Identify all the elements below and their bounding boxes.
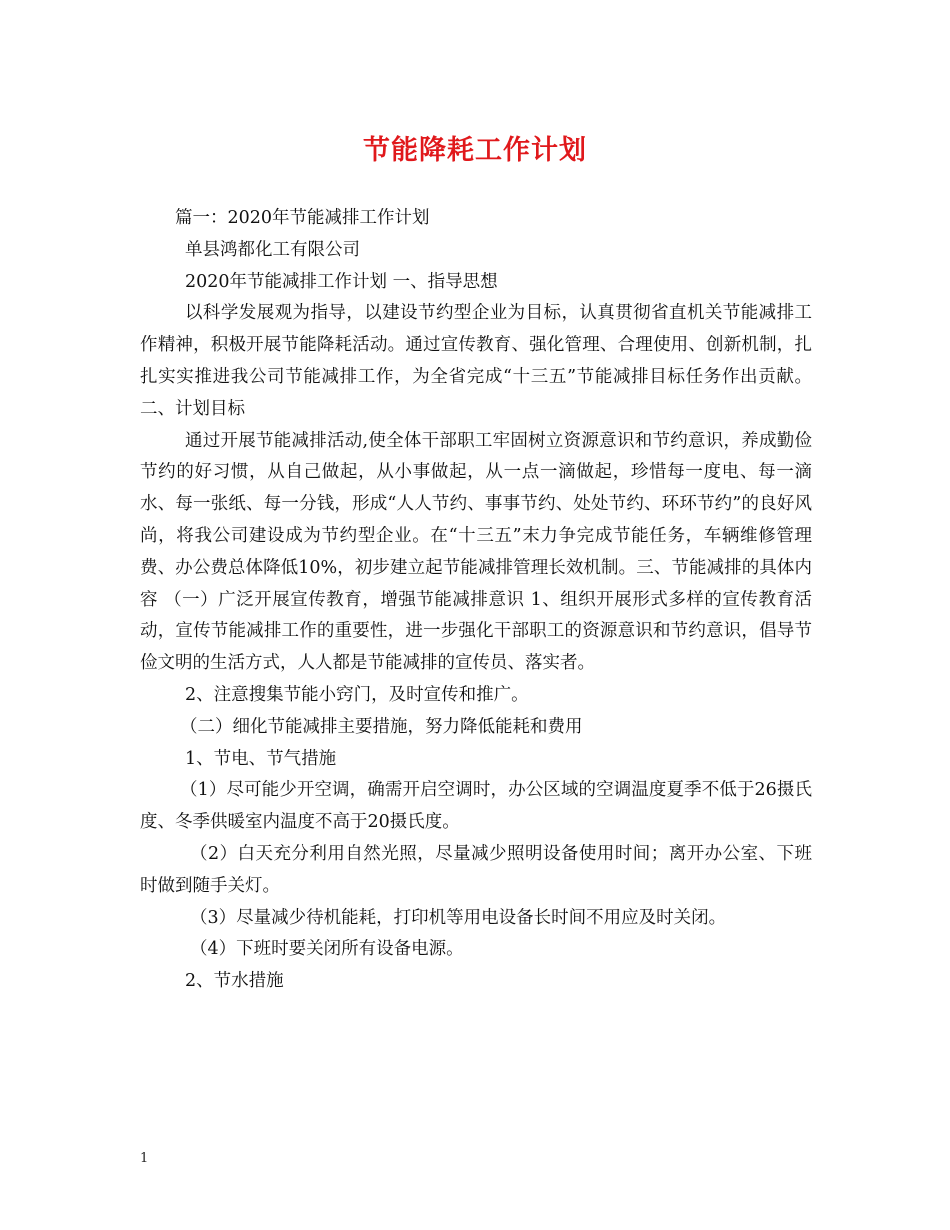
paragraph-measure-4: （4）下班时要关闭所有设备电源。 xyxy=(190,939,464,960)
paragraph-electricity-heading: 1、节电、节气措施 xyxy=(185,748,337,769)
paragraph-plan-heading: 2020年节能减排工作计划 一、指导思想 xyxy=(185,271,498,292)
page-number: 1 xyxy=(140,1151,149,1166)
paragraph-measure-3: （3）尽量减少待机能耗，打印机等用电设备长时间不用应及时关闭。 xyxy=(190,907,727,928)
document-title: 节能降耗工作计划 xyxy=(363,135,587,166)
document-body xyxy=(140,203,812,998)
paragraph-measure-1: （1）尽可能少开空调，确需开启空调时，办公区域的空调温度夏季不低于26摄氏度、冬季供暖室内温度不高于20摄氏度。 xyxy=(140,780,812,833)
paragraph-measure-2: （2）白天充分利用自然光照，尽量减少照明设备使用时间；离开办公室、下班时做到随手关灯。 xyxy=(140,843,812,896)
paragraph-company: 单县鸿都化工有限公司 xyxy=(185,239,360,260)
paragraph-measures-heading: （二）细化节能减排主要措施，努力降低能耗和费用 xyxy=(180,716,583,737)
paragraph-plan-goals: 通过开展节能减排活动,使全体干部职工牢固树立资源意识和节约意识，养成勤俭节约的好习惯，从自己做起，从小事做起，从一点一滴做起，珍惜每一度电、每一滴水、每一张纸、每一分钱，形成“人人节约、事事节约、处处节约、环环节约”的良好风尚，将我公司建设成为节约型企业。在“十三五”末力争完成节能任务，车辆维修管理费、办公费总体降低10%，初步建立起节能减排管理长效机制。三、节能减排的具体内容 （一）广泛开展宣传教育，增强节能减排意识 1、组织开展形式多样的宣传教育活动，宣传节能减排工作的重要性，进一步强化干部职工的资源意识和节约意识，倡导节俭文明的生活方式，人人都是节能减排的宣传员、落实者。 xyxy=(140,430,812,674)
paragraph-source-heading: 篇一：2020年节能减排工作计划 xyxy=(175,208,430,228)
paragraph-water-heading: 2、节水措施 xyxy=(185,971,284,992)
paragraph-guiding-thought: 以科学发展观为指导，以建设节约型企业为目标，认真贯彻省直机关节能减排工作精神，积极开展节能降耗活动。通过宣传教育、强化管理、合理使用、创新机制，扎扎实实推进我公司节能减排工作，为全省完成“十三五”节能减排目标任务作出贡献。 二、计划目标 xyxy=(140,303,812,419)
paragraph-collect-tips: 2、注意搜集节能小窍门，及时宣传和推广。 xyxy=(185,684,529,705)
